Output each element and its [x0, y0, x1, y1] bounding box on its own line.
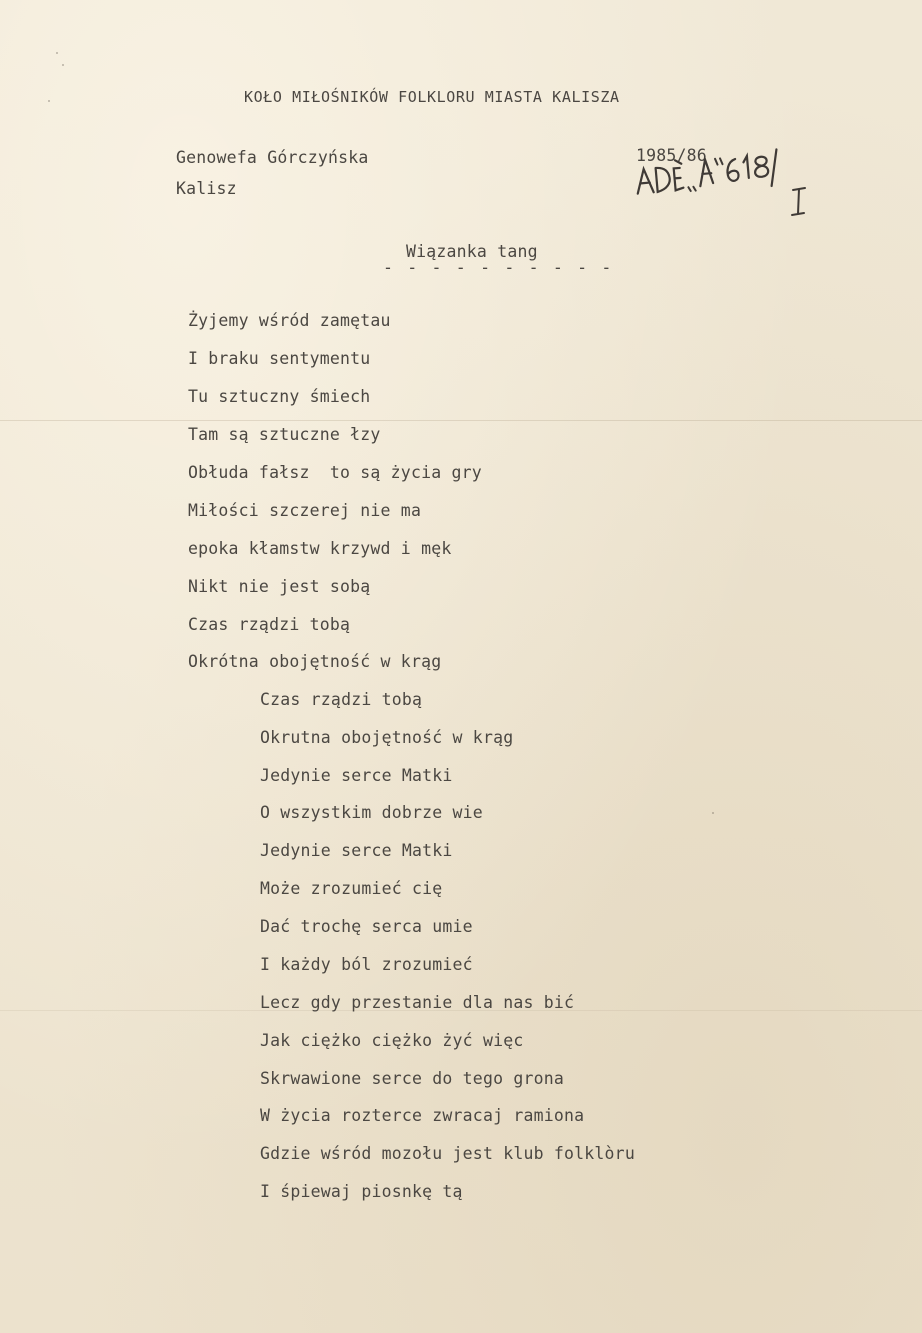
poem-line-indented: Skrwawione serce do tego grona — [260, 1069, 565, 1088]
poem-line-indented: Może zrozumieć cię — [260, 879, 443, 898]
poem-line-indented: Lecz gdy przestanie dla nas bić — [260, 993, 575, 1012]
organization-heading: KOŁO MIŁOŚNIKÓW FOLKLORU MIASTA KALISZA — [244, 88, 620, 106]
poem-line-indented: Okrutna obojętność w krąg — [260, 728, 514, 747]
poem-line: Tu sztuczny śmiech — [188, 387, 371, 406]
author-name: Genowefa Górczyńska — [176, 148, 369, 167]
poem-line: epoka kłamstw krzywd i męk — [188, 539, 452, 558]
title-underline: - - - - - - - - - - — [383, 258, 614, 277]
poem-line-indented: Jedynie serce Matki — [260, 766, 453, 785]
poem-line-indented: Gdzie wśród mozołu jest klub folklòru — [260, 1144, 635, 1163]
poem-line: Żyjemy wśród zamętau — [188, 311, 391, 330]
paper-speck — [48, 100, 50, 102]
poem-line-indented: Dać trochę serca umie — [260, 917, 473, 936]
poem-line: Nikt nie jest sobą — [188, 577, 371, 596]
paper-crease — [0, 420, 922, 421]
poem-line-indented: Jedynie serce Matki — [260, 841, 453, 860]
poem-line-indented: O wszystkim dobrze wie — [260, 803, 483, 822]
poem-line-indented: I śpiewaj piosnkę tą — [260, 1182, 463, 1201]
poem-line-indented: I każdy ból zrozumieć — [260, 955, 473, 974]
signature-drawing — [631, 142, 816, 227]
author-city: Kalisz — [176, 179, 237, 198]
poem-title: Wiązanka tang — [406, 242, 538, 261]
paper-speck — [56, 52, 58, 54]
poem-line: Czas rządzi tobą — [188, 615, 351, 634]
poem-line: I braku sentymentu — [188, 349, 371, 368]
poem-line: Okrótna obojętność w krąg — [188, 652, 442, 671]
signature-roman-numeral — [790, 186, 808, 218]
poem-line: Miłości szczerej nie ma — [188, 501, 422, 520]
poem-line-indented: Czas rządzi tobą — [260, 690, 423, 709]
poem-line: Tam są sztuczne łzy — [188, 425, 381, 444]
poem-line-indented: W życia rozterce zwracaj ramiona — [260, 1106, 585, 1125]
document-year: 1985/86 — [636, 146, 707, 165]
paper-speck — [62, 64, 64, 66]
handwritten-archive-signature — [631, 142, 817, 234]
poem-line: Obłuda fałsz to są życia gry — [188, 463, 482, 482]
paper-speck — [712, 812, 714, 814]
poem-line-indented: Jak ciężko ciężko żyć więc — [260, 1031, 524, 1050]
